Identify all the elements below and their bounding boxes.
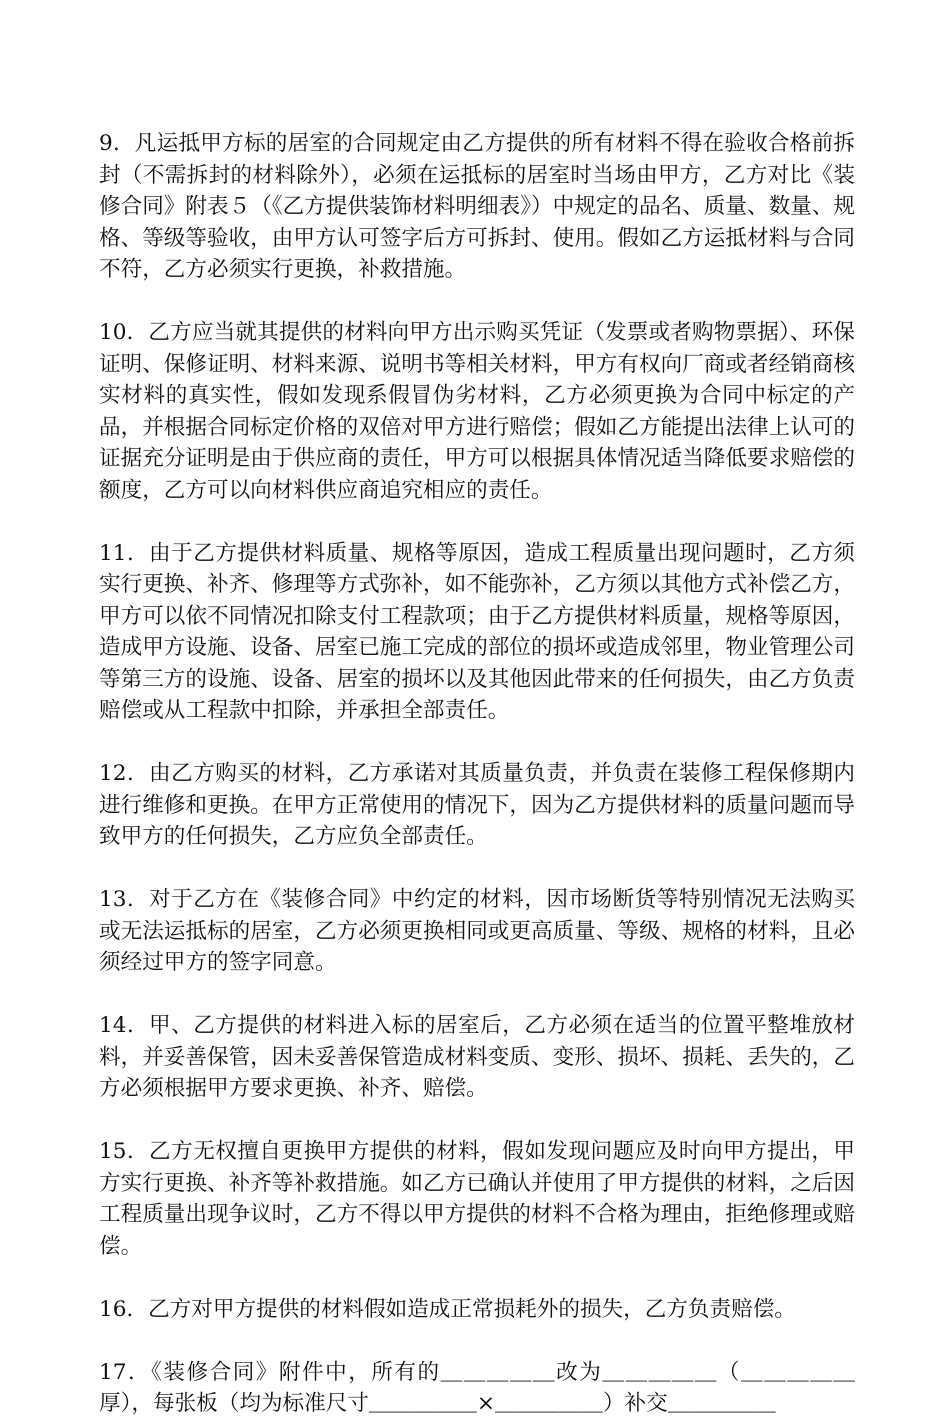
clause-9: 9．凡运抵甲方标的居室的合同规定由乙方提供的所有材料不得在验收合格前拆封（不需拆封的材料除外），必须在运抵标的居室时当场由甲方，乙方对比《装修合同》附表５（《乙方提供装饰材料明细表》）中规定的品名、质量、数量、规格、等级等验收，由甲方认可签字后方可拆封、使用。假如乙方运抵材料与合同不符，乙方必须实行更换，补救措施。 bbox=[99, 131, 855, 282]
document-page bbox=[99, 128, 855, 1420]
clause-14: 14．甲、乙方提供的材料进入标的居室后，乙方必须在适当的位置平整堆放材料，并妥善保管，因未妥善保管造成材料变质、变形、损坏、损耗、丢失的，乙方必须根据甲方要求更换、补齐、赔偿。 bbox=[99, 1013, 855, 1101]
clause-17: 17．《装修合同》附件中，所有的＿＿＿＿＿改为＿＿＿＿＿（＿＿＿＿＿厚），每张板（均为标准尺寸＿＿＿＿＿×＿＿＿＿＿）补交＿＿＿＿＿ bbox=[99, 1359, 855, 1416]
clause-15: 15．乙方无权擅自更换甲方提供的材料，假如发现问题应及时向甲方提出，甲方实行更换、补齐等补救措施。如乙方已确认并使用了甲方提供的材料，之后因工程质量出现争议时，乙方不得以甲方提供的材料不合格为理由，拒绝修理或赔偿。 bbox=[99, 1139, 855, 1259]
clause-12: 12．由乙方购买的材料，乙方承诺对其质量负责，并负责在装修工程保修期内进行维修和更换。在甲方正常使用的情况下，因为乙方提供材料的质量问题而导致甲方的任何损失，乙方应负全部责任。 bbox=[99, 761, 855, 849]
clause-13: 13．对于乙方在《装修合同》中约定的材料，因市场断货等特别情况无法购买或无法运抵标的居室，乙方必须更换相同或更高质量、等级、规格的材料，且必须经过甲方的签字同意。 bbox=[99, 887, 855, 975]
clause-10: 10．乙方应当就其提供的材料向甲方出示购买凭证（发票或者购物票据）、环保证明、保修证明、材料来源、说明书等相关材料，甲方有权向厂商或者经销商核实材料的真实性，假如发现系假冒伪劣材料，乙方必须更换为合同中标定的产品，并根据合同标定价格的双倍对甲方进行赔偿；假如乙方能提出法律上认可的证据充分证明是由于供应商的责任，甲方可以根据具体情况适当降低要求赔偿的额度，乙方可以向材料供应商追究相应的责任。 bbox=[99, 320, 855, 503]
clause-16: 16．乙方对甲方提供的材料假如造成正常损耗外的损失，乙方负责赔偿。 bbox=[99, 1296, 796, 1322]
clause-11: 11．由于乙方提供材料质量、规格等原因，造成工程质量出现问题时，乙方须实行更换、补齐、修理等方式弥补，如不能弥补，乙方须以其他方式补偿乙方，甲方可以依不同情况扣除支付工程款项；由于乙方提供材料质量，规格等原因，造成甲方设施、设备、居室已施工完成的部位的损坏或造成邻里，物业管理公司等第三方的设施、设备、居室的损坏以及其他因此带来的任何损失，由乙方负责赔偿或从工程款中扣除，并承担全部责任。 bbox=[99, 540, 855, 723]
